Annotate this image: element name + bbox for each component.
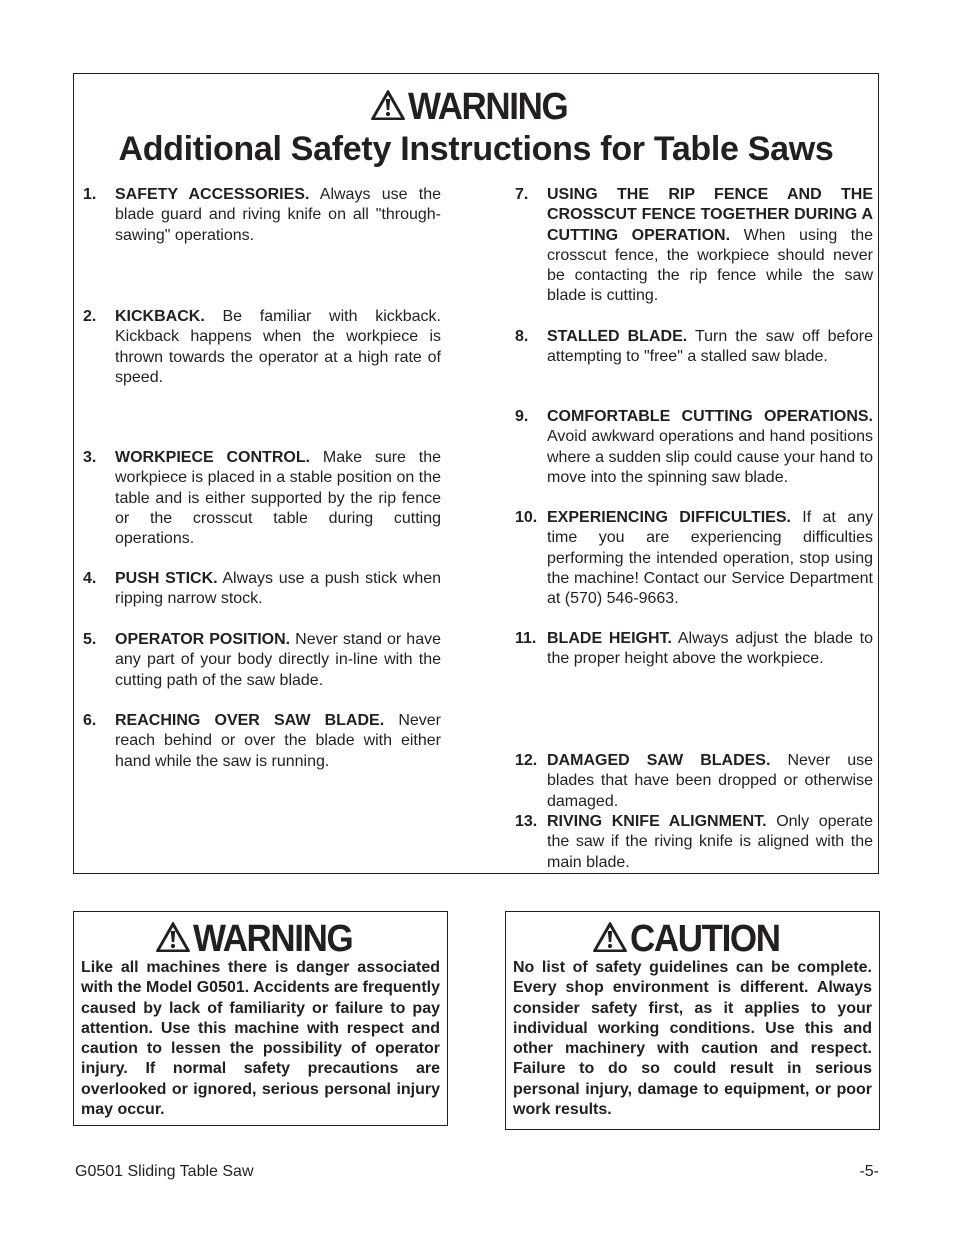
warning-box-signal-word: WARNING (192, 918, 353, 960)
item-number: 2. (83, 308, 97, 325)
item-text: Never reach behind or over the blade with either hand while the saw is running. (115, 712, 442, 770)
main_box.right_items-item (515, 185, 873, 307)
item-body (547, 629, 873, 670)
item-text: Be familiar with kickback. Kickback happens when the workpiece is thrown towards the operator at a high rate of speed. (115, 308, 441, 386)
item-number: 8. (515, 328, 529, 345)
item-body (547, 508, 873, 609)
caution-box-signal-word: CAUTION (630, 918, 780, 960)
footer-model-name: G0501 Sliding Table Saw (75, 1163, 254, 1180)
item-body (115, 569, 441, 610)
item-heading: COMFORTABLE CUTTING OPERATIONS. (547, 408, 873, 425)
item-body (115, 307, 441, 388)
item-text: Always adjust the blade to the proper height above the workpiece. (547, 630, 873, 668)
main_box.right_items-item (515, 327, 873, 368)
item-body (115, 711, 441, 772)
main_box.right_items-item (515, 751, 873, 812)
item-number: 3. (83, 449, 97, 466)
item-number: 6. (83, 712, 97, 729)
item-text: Make sure the workpiece is placed in a stable position on the table and is either supported by the rip fence or the crosscut table during cutting operations. (115, 449, 441, 548)
item-number: 1. (83, 186, 97, 203)
item-heading: DAMAGED SAW BLADES. (547, 752, 771, 769)
caution-box-text: No list of safety guidelines can be complete. Every shop environment is different. Always consider safety first, as it applies to your individual working conditions. Use this and other machinery with caution and respect. Failure to do so could result in serious personal injury, damage to equipment, or poor work results. (513, 959, 872, 1119)
item-heading: SAFETY ACCESSORIES. (115, 186, 310, 203)
item-number: 5. (83, 631, 97, 648)
caution-box-heading (506, 920, 879, 958)
item-heading: STALLED BLADE. (547, 328, 688, 345)
main_box.left_items-item (83, 630, 441, 691)
main_box.right_items-item (515, 508, 873, 609)
warning-box-heading (74, 920, 447, 958)
item-body (115, 630, 441, 691)
warning-box (73, 911, 448, 1126)
warning-box-text: Like all machines there is danger associated with the Model G0501. Accidents are frequently caused by lack of familiarity or failure to pay attention. Use this machine with respect and caution to lessen the possibility of operator injury. If normal safety precautions are overlooked or ignored, serious personal injury may occur. (81, 959, 440, 1119)
item-body (547, 812, 873, 873)
item-number: 4. (83, 570, 97, 587)
main_box.right_items-item (515, 812, 873, 873)
warning-triangle-icon (370, 89, 406, 126)
item-number: 7. (515, 186, 529, 203)
item-text: Never use blades that have been dropped or otherwise damaged. (547, 752, 873, 810)
item-text: When using the crosscut fence, the workpiece should never be contacting the rip fence while the saw blade is cutting. (547, 226, 874, 305)
item-number: 12. (515, 752, 538, 769)
main-warning-box (73, 73, 879, 874)
item-text: If at any time you are experiencing difficulties performing the intended operation, stop using the machine! Contact our Service Department at (570) 546-9663. (547, 509, 873, 608)
item-body (547, 751, 873, 812)
main_box.left_items-item (83, 307, 441, 388)
main-warning-heading (74, 88, 878, 126)
caution-triangle-icon (592, 921, 628, 958)
item-body (547, 185, 873, 307)
item-text: Turn the saw off before attempting to "free" a stalled saw blade. (547, 328, 873, 366)
item-heading: KICKBACK. (115, 308, 205, 325)
item-body (547, 407, 873, 488)
main_box.left_items-item (83, 448, 441, 549)
item-number: 10. (515, 509, 538, 526)
item-body (547, 327, 873, 368)
item-body (115, 448, 441, 549)
caution-box (505, 911, 880, 1130)
main_box.right_items-item (515, 407, 873, 488)
item-heading: RIVING KNIFE ALIGNMENT. (547, 813, 767, 830)
main_box.left_items-item (83, 185, 441, 246)
item-text: Only operate the saw if the riving knife is aligned with the main blade. (547, 813, 873, 871)
item-number: 11. (515, 630, 537, 647)
item-text: Always use the blade guard and riving knife on all "through-sawing" operations. (115, 186, 442, 244)
item-text: Avoid awkward operations and hand positions where a sudden slip could cause your hand to move into the spinning saw blade. (547, 428, 873, 486)
item-text: Always use a push stick when ripping narrow stock. (115, 570, 442, 608)
page-title: Additional Safety Instructions for Table Saws (118, 130, 834, 168)
item-body (115, 185, 441, 246)
item-heading: REACHING OVER SAW BLADE. (115, 712, 385, 729)
warning-triangle-icon (155, 921, 191, 958)
main_box.right_items-item (515, 629, 873, 670)
item-heading: BLADE HEIGHT. (547, 630, 672, 647)
item-heading: USING THE RIP FENCE AND THE CROSSCUT FENCE TOGETHER DURING A CUTTING OPERATION. (547, 186, 873, 244)
main_box.left_items-item (83, 711, 441, 772)
footer-page-number: -5- (859, 1163, 879, 1180)
main-signal-word: WARNING (408, 86, 568, 128)
item-heading: OPERATOR POSITION. (115, 631, 291, 648)
item-number: 9. (515, 408, 529, 425)
item-heading: WORKPIECE CONTROL. (115, 449, 311, 466)
item-number: 13. (515, 813, 538, 830)
item-heading: PUSH STICK. (115, 570, 218, 587)
item-text: Never stand or have any part of your body directly in-line with the cutting path of the saw blade. (115, 631, 441, 689)
item-heading: EXPERIENCING DIFFICULTIES. (547, 509, 791, 526)
main_box.left_items-item (83, 569, 441, 610)
